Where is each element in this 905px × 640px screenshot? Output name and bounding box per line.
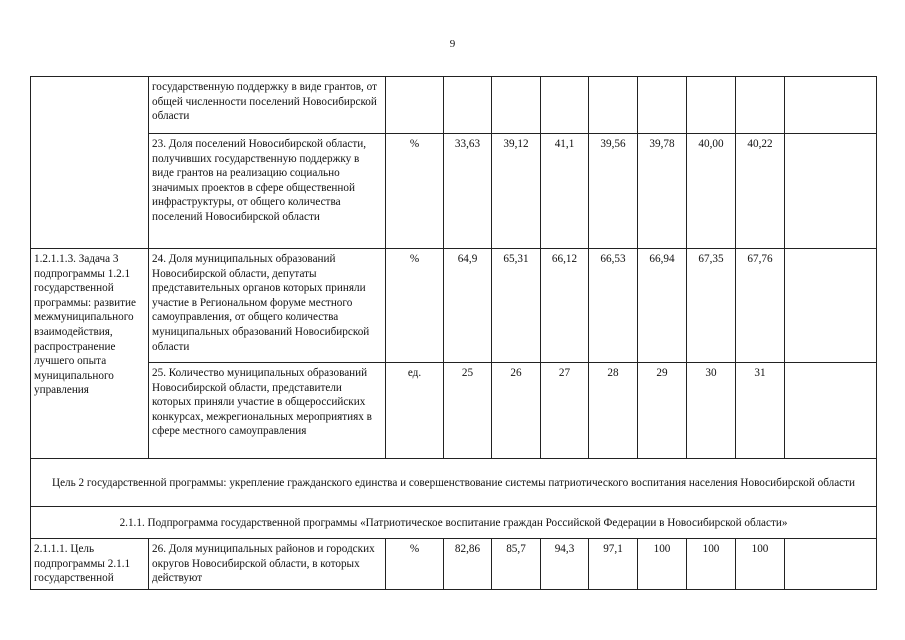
- value-cell: 41,1: [541, 134, 589, 249]
- value-cell: 66,94: [638, 249, 687, 363]
- table-row: [31, 539, 877, 590]
- value-cell: 100: [736, 539, 785, 590]
- value-cell: 97,1: [589, 539, 638, 590]
- value-cell: 67,35: [687, 249, 736, 363]
- value-cell: 85,7: [492, 539, 541, 590]
- note-cell: [785, 77, 877, 134]
- value-cell: 29: [638, 363, 687, 459]
- note-cell: [785, 539, 877, 590]
- table-row: [31, 363, 877, 459]
- value-cell: 31: [736, 363, 785, 459]
- subprogram-heading: 2.1.1. Подпрограмма государственной программы «Патриотическое воспитание граждан Российской Федерации в Новосибирской области»: [31, 507, 877, 539]
- value-cell: 94,3: [541, 539, 589, 590]
- value-cell: 82,86: [444, 539, 492, 590]
- value-cell: 33,63: [444, 134, 492, 249]
- value-cell: [541, 77, 589, 134]
- note-cell: [785, 249, 877, 363]
- value-cell: 66,12: [541, 249, 589, 363]
- indicator-cell: 23. Доля поселений Новосибирской области, получивших государственную поддержку в виде грантов на реализацию социально значимых проектов в сфере общественной инфраструктуры, от общего количества поселений Новосибирской области: [149, 134, 386, 249]
- note-cell: [785, 134, 877, 249]
- value-cell: 39,56: [589, 134, 638, 249]
- value-cell: 100: [687, 539, 736, 590]
- indicator-cell: 24. Доля муниципальных образований Новосибирской области, депутаты представительных органов которых приняли участие в Региональном форуме местного самоуправления, от общего количества муниципальных образований Новосибирской области: [149, 249, 386, 363]
- value-cell: 100: [638, 539, 687, 590]
- unit-cell: %: [386, 539, 444, 590]
- table-row: [31, 249, 877, 363]
- page-number: 9: [449, 38, 456, 50]
- value-cell: 66,53: [589, 249, 638, 363]
- unit-cell: %: [386, 249, 444, 363]
- value-cell: 67,76: [736, 249, 785, 363]
- value-cell: [589, 77, 638, 134]
- value-cell: 39,12: [492, 134, 541, 249]
- value-cell: 39,78: [638, 134, 687, 249]
- value-cell: [687, 77, 736, 134]
- value-cell: [736, 77, 785, 134]
- value-cell: 64,9: [444, 249, 492, 363]
- indicator-cell: 25. Количество муниципальных образований Новосибирской области, представители которых приняли участие в общероссийских конкурсах, межрегиональных мероприятиях в сфере местного самоуправления: [149, 363, 386, 459]
- value-cell: 26: [492, 363, 541, 459]
- unit-cell: [386, 77, 444, 134]
- note-cell: [785, 363, 877, 459]
- task-cell: 1.2.1.1.3. Задача 3 подпрограммы 1.2.1 государственной программы: развитие межмуниципального взаимодействия, распространение лучшего опыта муниципального управления: [31, 249, 149, 459]
- value-cell: 40,00: [687, 134, 736, 249]
- table-row: [31, 134, 877, 249]
- indicator-cell: 26. Доля муниципальных районов и городских округов Новосибирской области, в которых действуют: [149, 539, 386, 590]
- value-cell: 30: [687, 363, 736, 459]
- value-cell: [638, 77, 687, 134]
- goal-heading: Цель 2 государственной программы: укрепление гражданского единства и совершенствование системы патриотического воспитания населения Новосибирской области: [31, 459, 877, 507]
- value-cell: [444, 77, 492, 134]
- value-cell: 40,22: [736, 134, 785, 249]
- table-row: [31, 459, 877, 507]
- unit-cell: ед.: [386, 363, 444, 459]
- table-row: [31, 507, 877, 539]
- value-cell: 27: [541, 363, 589, 459]
- value-cell: 25: [444, 363, 492, 459]
- task-cell: [31, 77, 149, 249]
- value-cell: [492, 77, 541, 134]
- unit-cell: %: [386, 134, 444, 249]
- task-cell: 2.1.1.1. Цель подпрограммы 2.1.1 государственной: [31, 539, 149, 590]
- value-cell: 65,31: [492, 249, 541, 363]
- indicators-table: [30, 76, 877, 590]
- table-row: [31, 77, 877, 134]
- value-cell: 28: [589, 363, 638, 459]
- indicator-cell: государственную поддержку в виде грантов, от общей численности поселений Новосибирской области: [149, 77, 386, 134]
